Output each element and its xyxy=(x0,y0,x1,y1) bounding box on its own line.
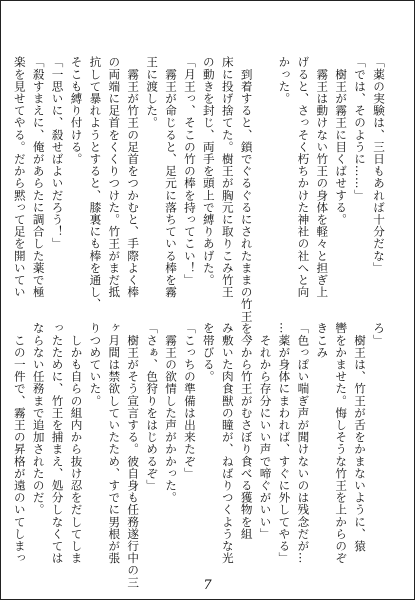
text-line: かった。 xyxy=(277,56,292,105)
text-line: 「殺すまえに、俺があらたに調合した薬で極 xyxy=(31,56,46,298)
text-line: 樹王は、竹王が舌をかまないように、猿 xyxy=(353,322,368,552)
text-line: 霧王が竹王の足首をつかむと、手際よく棒 xyxy=(126,56,141,298)
text-line: しかも自らの組内から抜け忍をだしてしま xyxy=(69,322,84,564)
text-line xyxy=(256,56,275,304)
text-line: 樹王がそう宣言する。彼自身も任務遂行中の三 xyxy=(126,322,141,589)
text-line: ろ」 xyxy=(372,322,386,347)
text-line: ならない任務まで追加されたのだ。 xyxy=(31,322,46,516)
text-line: 床に投げ捨てた。樹王が胸元に取りこみ竹王 xyxy=(220,56,235,298)
text-line: 霧王が命じると、足元に落ちている棒を霧 xyxy=(164,56,179,298)
text-line: 「一思いに、殺せばよいだろう！」 xyxy=(50,56,65,250)
text-line: 今から竹王がむさぼり食べる獲物を組 xyxy=(239,322,254,540)
text-line: ったために、竹王を捕まえ、処分しなくては xyxy=(50,322,65,564)
text-line: それから存分にいい声で啼ぐがいい」 xyxy=(258,322,273,540)
text-line: 轡をかませた。悔しそうな竹王を上からのぞ xyxy=(334,322,349,564)
text-line: げると、さっそく朽ちかけた神社の社へと向 xyxy=(296,56,311,298)
text-line: 王に渡した。 xyxy=(145,56,160,129)
text-line: ヶ月間は禁欲していたため、すでに男根が張 xyxy=(107,322,122,564)
text-line: 「薬の実験は、三日もあれば十分だな」 xyxy=(372,56,386,274)
text-line: 「こっちの準備は出来たぞ」 xyxy=(182,322,197,480)
text-line: きこみ xyxy=(315,322,330,359)
text-line: りつめていた。 xyxy=(88,322,103,407)
page-number: 7 xyxy=(203,578,212,593)
text-line: 「色っぽい喘ぎ声が聞けないのは残念だが… xyxy=(296,322,311,564)
text-line: み敷いた肉食獣の瞳が、ねばりつくような光 xyxy=(220,322,235,564)
text-line: そこも縛り付ける。 xyxy=(69,56,84,165)
text-line: …薬が身体にまわれば、すぐに外してやる」 xyxy=(277,322,292,564)
lower-text-block xyxy=(12,322,388,589)
text-line: 楽を見せてやる。だから黙って足を開いてい xyxy=(12,56,27,298)
text-line: 「月王っ、そこの竹の棒を持ってこい！」 xyxy=(182,56,197,286)
text-line: 霧王は動けない竹王の身体を軽々と担ぎ上 xyxy=(315,56,330,298)
text-line: 霧王の欲情した声がかかった。 xyxy=(164,322,179,504)
text-line: 「さぁ、色狩りをはじめるぞ」 xyxy=(145,322,160,492)
text-line: 「では、そのように……」 xyxy=(353,56,368,202)
text-line: 抗して暴れようとすると、膝裏にも棒を通し、 xyxy=(88,56,103,311)
text-line: の両端に足首をくくりつけた。竹王がまだ抵 xyxy=(107,56,122,298)
text-line: 樹王が霧王に目くばせする。 xyxy=(334,56,349,226)
text-line: この一件で、霧王の昇格が遠のいてしまっ xyxy=(12,322,27,564)
text-line: を帯びる。 xyxy=(201,322,216,383)
text-line: の動きを封じ、両手を頭上で縛りあげた。 xyxy=(201,56,216,286)
text-line: 到着すると、鎖でぐるぐるにされたままの竹王を、 xyxy=(239,56,254,347)
